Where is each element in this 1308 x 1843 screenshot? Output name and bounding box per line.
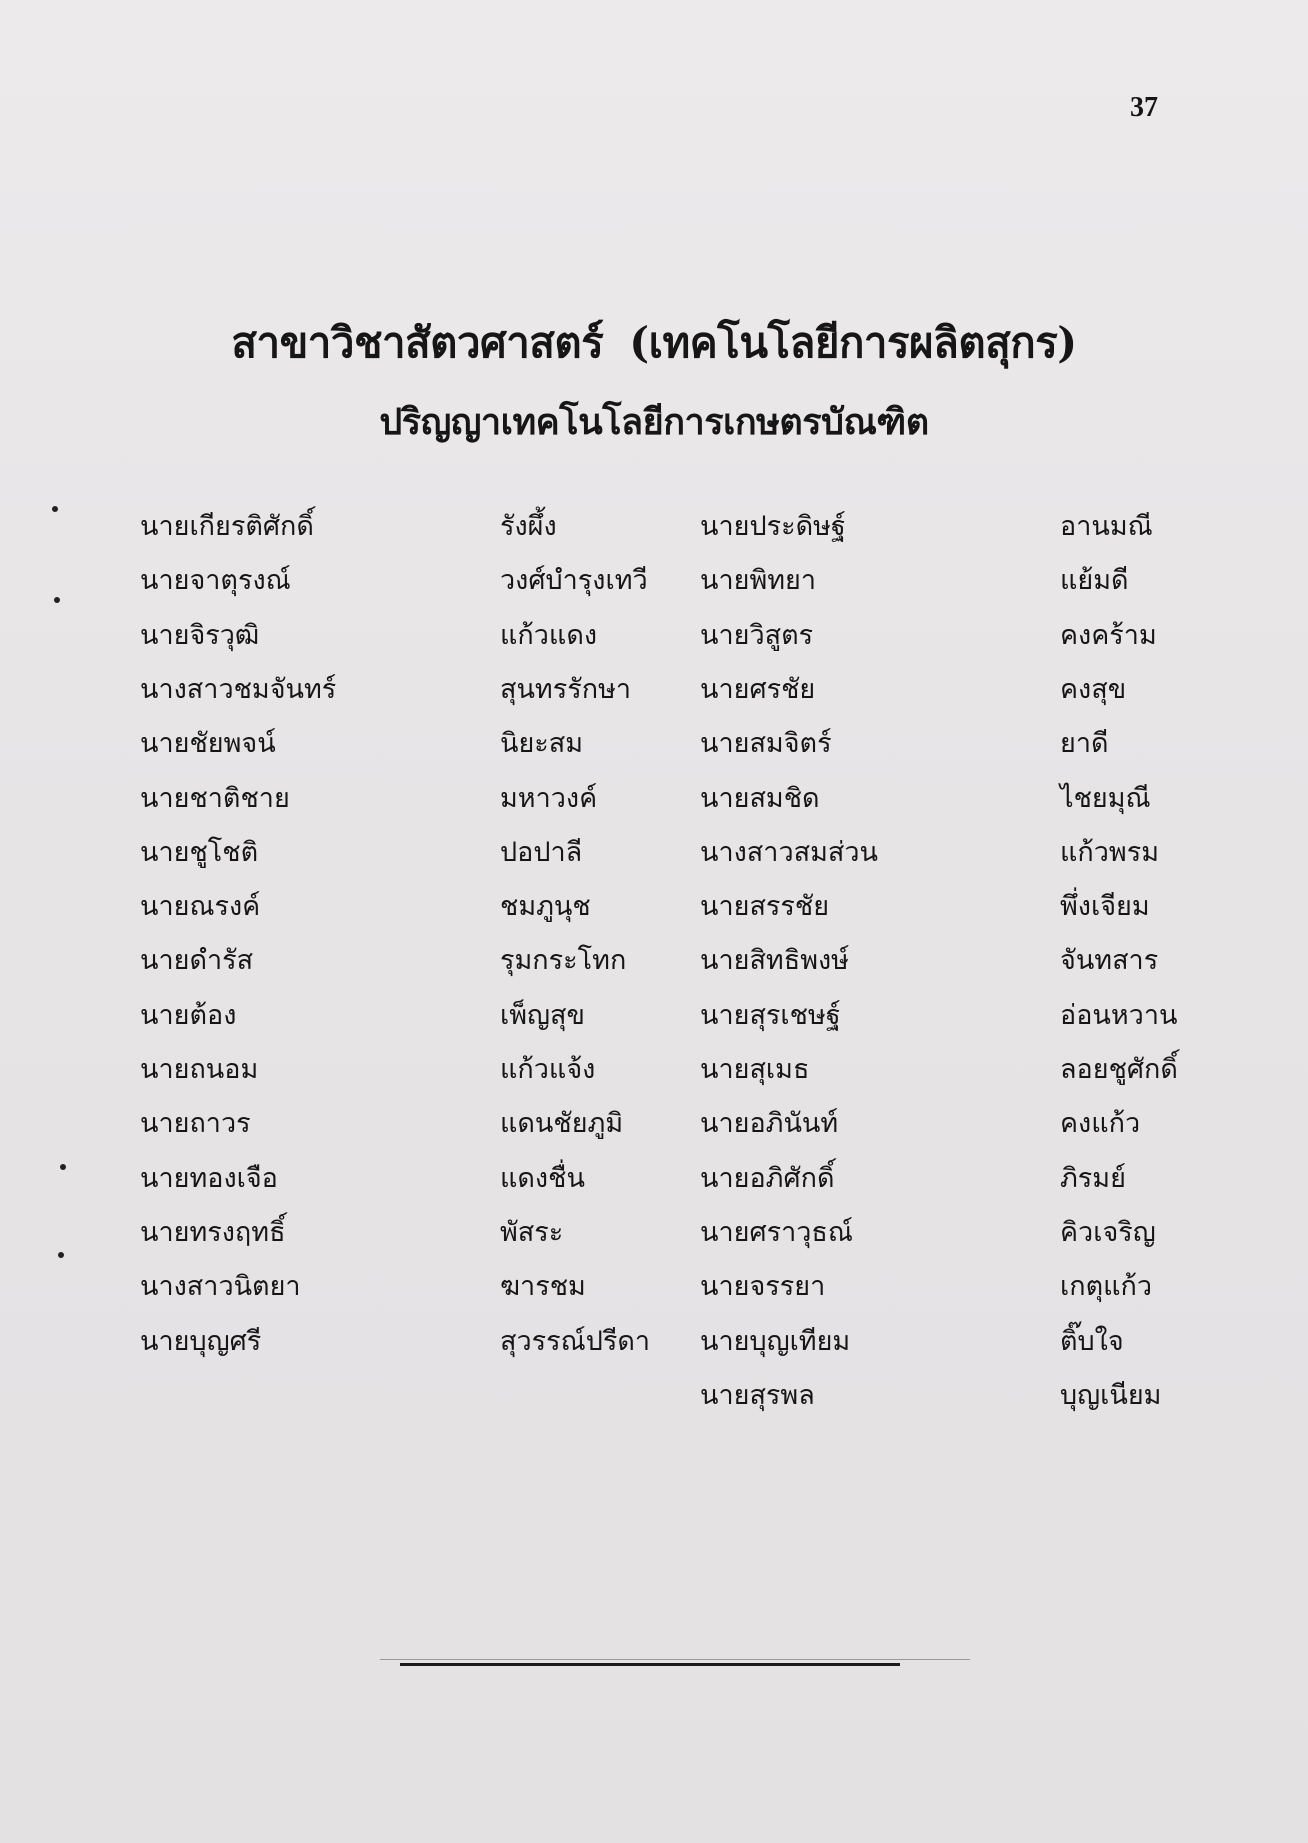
margin-mark bbox=[54, 597, 60, 603]
graduate-last-name: ชมภูนุช bbox=[500, 891, 591, 922]
program-name: (เทคโนโลยีการผลิตสุกร) bbox=[629, 318, 1077, 367]
graduate-first-name: นายบุญศรี bbox=[140, 1326, 262, 1357]
graduate-first-name: นายชัยพจน์ bbox=[140, 728, 276, 759]
graduate-first-name: นายสิทธิพงษ์ bbox=[700, 945, 849, 976]
graduate-last-name: นิยะสม bbox=[500, 728, 584, 759]
page-number: 37 bbox=[1130, 92, 1158, 123]
graduate-last-name: รุมกระโทก bbox=[500, 945, 627, 976]
graduate-last-name: แย้มดี bbox=[1060, 565, 1129, 596]
graduate-first-name: นายศรชัย bbox=[700, 674, 816, 705]
graduate-last-name: แก้วแดง bbox=[500, 620, 598, 651]
graduate-first-name: นายวิสูตร bbox=[700, 620, 814, 651]
graduate-last-name: วงศ์บำรุงเทวี bbox=[500, 565, 648, 596]
bottom-rule bbox=[400, 1663, 900, 1666]
graduate-last-name: สุนทรรักษา bbox=[500, 674, 632, 705]
graduate-last-name: ฆารชม bbox=[500, 1271, 586, 1302]
graduate-last-name: อ่อนหวาน bbox=[1060, 1000, 1178, 1031]
graduate-first-name: นายชาติชาย bbox=[140, 783, 290, 814]
graduate-first-name: นายสุเมธ bbox=[700, 1054, 810, 1085]
graduate-first-name: นางสาวสมส่วน bbox=[700, 837, 878, 868]
graduate-first-name: นายบุญเทียม bbox=[700, 1326, 851, 1357]
graduate-last-name: เพ็ญสุข bbox=[500, 1000, 585, 1031]
graduate-last-name: พึ่งเจียม bbox=[1060, 891, 1150, 922]
graduate-first-name: นายพิทยา bbox=[700, 565, 817, 596]
graduate-first-name: นายจาตุรงณ์ bbox=[140, 565, 291, 596]
graduate-last-name: เกตุแก้ว bbox=[1060, 1271, 1153, 1302]
graduate-last-name: ติ๊บใจ bbox=[1060, 1326, 1124, 1357]
department-name: สาขาวิชาสัตวศาสตร์ bbox=[231, 318, 604, 367]
margin-mark bbox=[58, 1252, 64, 1258]
graduate-first-name: นายจรรยา bbox=[700, 1271, 826, 1302]
graduate-last-name: คิวเจริญ bbox=[1060, 1217, 1156, 1248]
graduate-last-name: มหาวงค์ bbox=[500, 783, 598, 814]
graduate-first-name: นายจิรวุฒิ bbox=[140, 620, 260, 651]
graduate-first-name: นายอภิศักดิ์ bbox=[700, 1163, 835, 1194]
graduate-first-name: นายทรงฤทธิ์ bbox=[140, 1217, 286, 1248]
graduate-first-name: นายชูโชติ bbox=[140, 837, 259, 868]
graduate-first-name: นายดำรัส bbox=[140, 945, 254, 976]
graduate-last-name: พัสระ bbox=[500, 1217, 564, 1248]
degree-subtitle: ปริญญาเทคโนโลยีการเกษตรบัณฑิต bbox=[379, 401, 929, 443]
graduate-first-name: นายสุรเชษฐ์ bbox=[700, 1000, 841, 1031]
graduate-last-name: สุวรรณ์ปรีดา bbox=[500, 1326, 651, 1357]
graduate-first-name: นายเกียรติศักดิ์ bbox=[140, 511, 314, 542]
graduate-first-name: นางสาวนิตยา bbox=[140, 1271, 301, 1302]
graduate-last-name: อานมณี bbox=[1060, 511, 1153, 542]
graduate-last-name: ลอยชูศักดิ์ bbox=[1060, 1054, 1178, 1085]
graduate-first-name: นางสาวชมจันทร์ bbox=[140, 674, 337, 705]
margin-mark bbox=[52, 506, 58, 512]
graduate-last-name: แดนชัยภูมิ bbox=[500, 1108, 624, 1139]
graduate-last-name: คงสุข bbox=[1060, 674, 1127, 705]
graduate-last-name: แดงชื่น bbox=[500, 1163, 585, 1194]
graduate-first-name: นายต้อง bbox=[140, 1000, 237, 1031]
graduate-first-name: นายณรงค์ bbox=[140, 891, 261, 922]
graduate-last-name: คงแก้ว bbox=[1060, 1108, 1141, 1139]
graduate-last-name: ภิรมย์ bbox=[1060, 1163, 1126, 1194]
graduate-last-name: ปอปาลี bbox=[500, 837, 583, 868]
graduate-first-name: นายสุรพล bbox=[700, 1380, 815, 1411]
graduate-first-name: นายศราวุธณ์ bbox=[700, 1217, 853, 1248]
graduate-last-name: ไชยมุณี bbox=[1060, 783, 1151, 814]
graduate-first-name: นายทองเจือ bbox=[140, 1163, 278, 1194]
bottom-rule-shadow bbox=[380, 1659, 970, 1660]
graduate-last-name: จันทสาร bbox=[1060, 945, 1159, 976]
graduate-last-name: คงคร้าม bbox=[1060, 620, 1157, 651]
graduate-first-name: นายอภินันท์ bbox=[700, 1108, 839, 1139]
graduate-first-name: นายสมจิตร์ bbox=[700, 728, 832, 759]
margin-mark bbox=[60, 1164, 66, 1170]
graduate-first-name: นายถนอม bbox=[140, 1054, 259, 1085]
graduate-last-name: รังผึ้ง bbox=[500, 511, 557, 542]
graduate-last-name: บุญเนียม bbox=[1060, 1380, 1162, 1411]
graduate-last-name: แก้วแจ้ง bbox=[500, 1054, 596, 1085]
graduate-first-name: นายถาวร bbox=[140, 1108, 251, 1139]
graduate-last-name: ยาดี bbox=[1060, 728, 1109, 759]
graduate-first-name: นายสมชิด bbox=[700, 783, 820, 814]
graduate-first-name: นายสรรชัย bbox=[700, 891, 830, 922]
graduate-first-name: นายประดิษฐ์ bbox=[700, 511, 846, 542]
graduate-last-name: แก้วพรม bbox=[1060, 837, 1160, 868]
